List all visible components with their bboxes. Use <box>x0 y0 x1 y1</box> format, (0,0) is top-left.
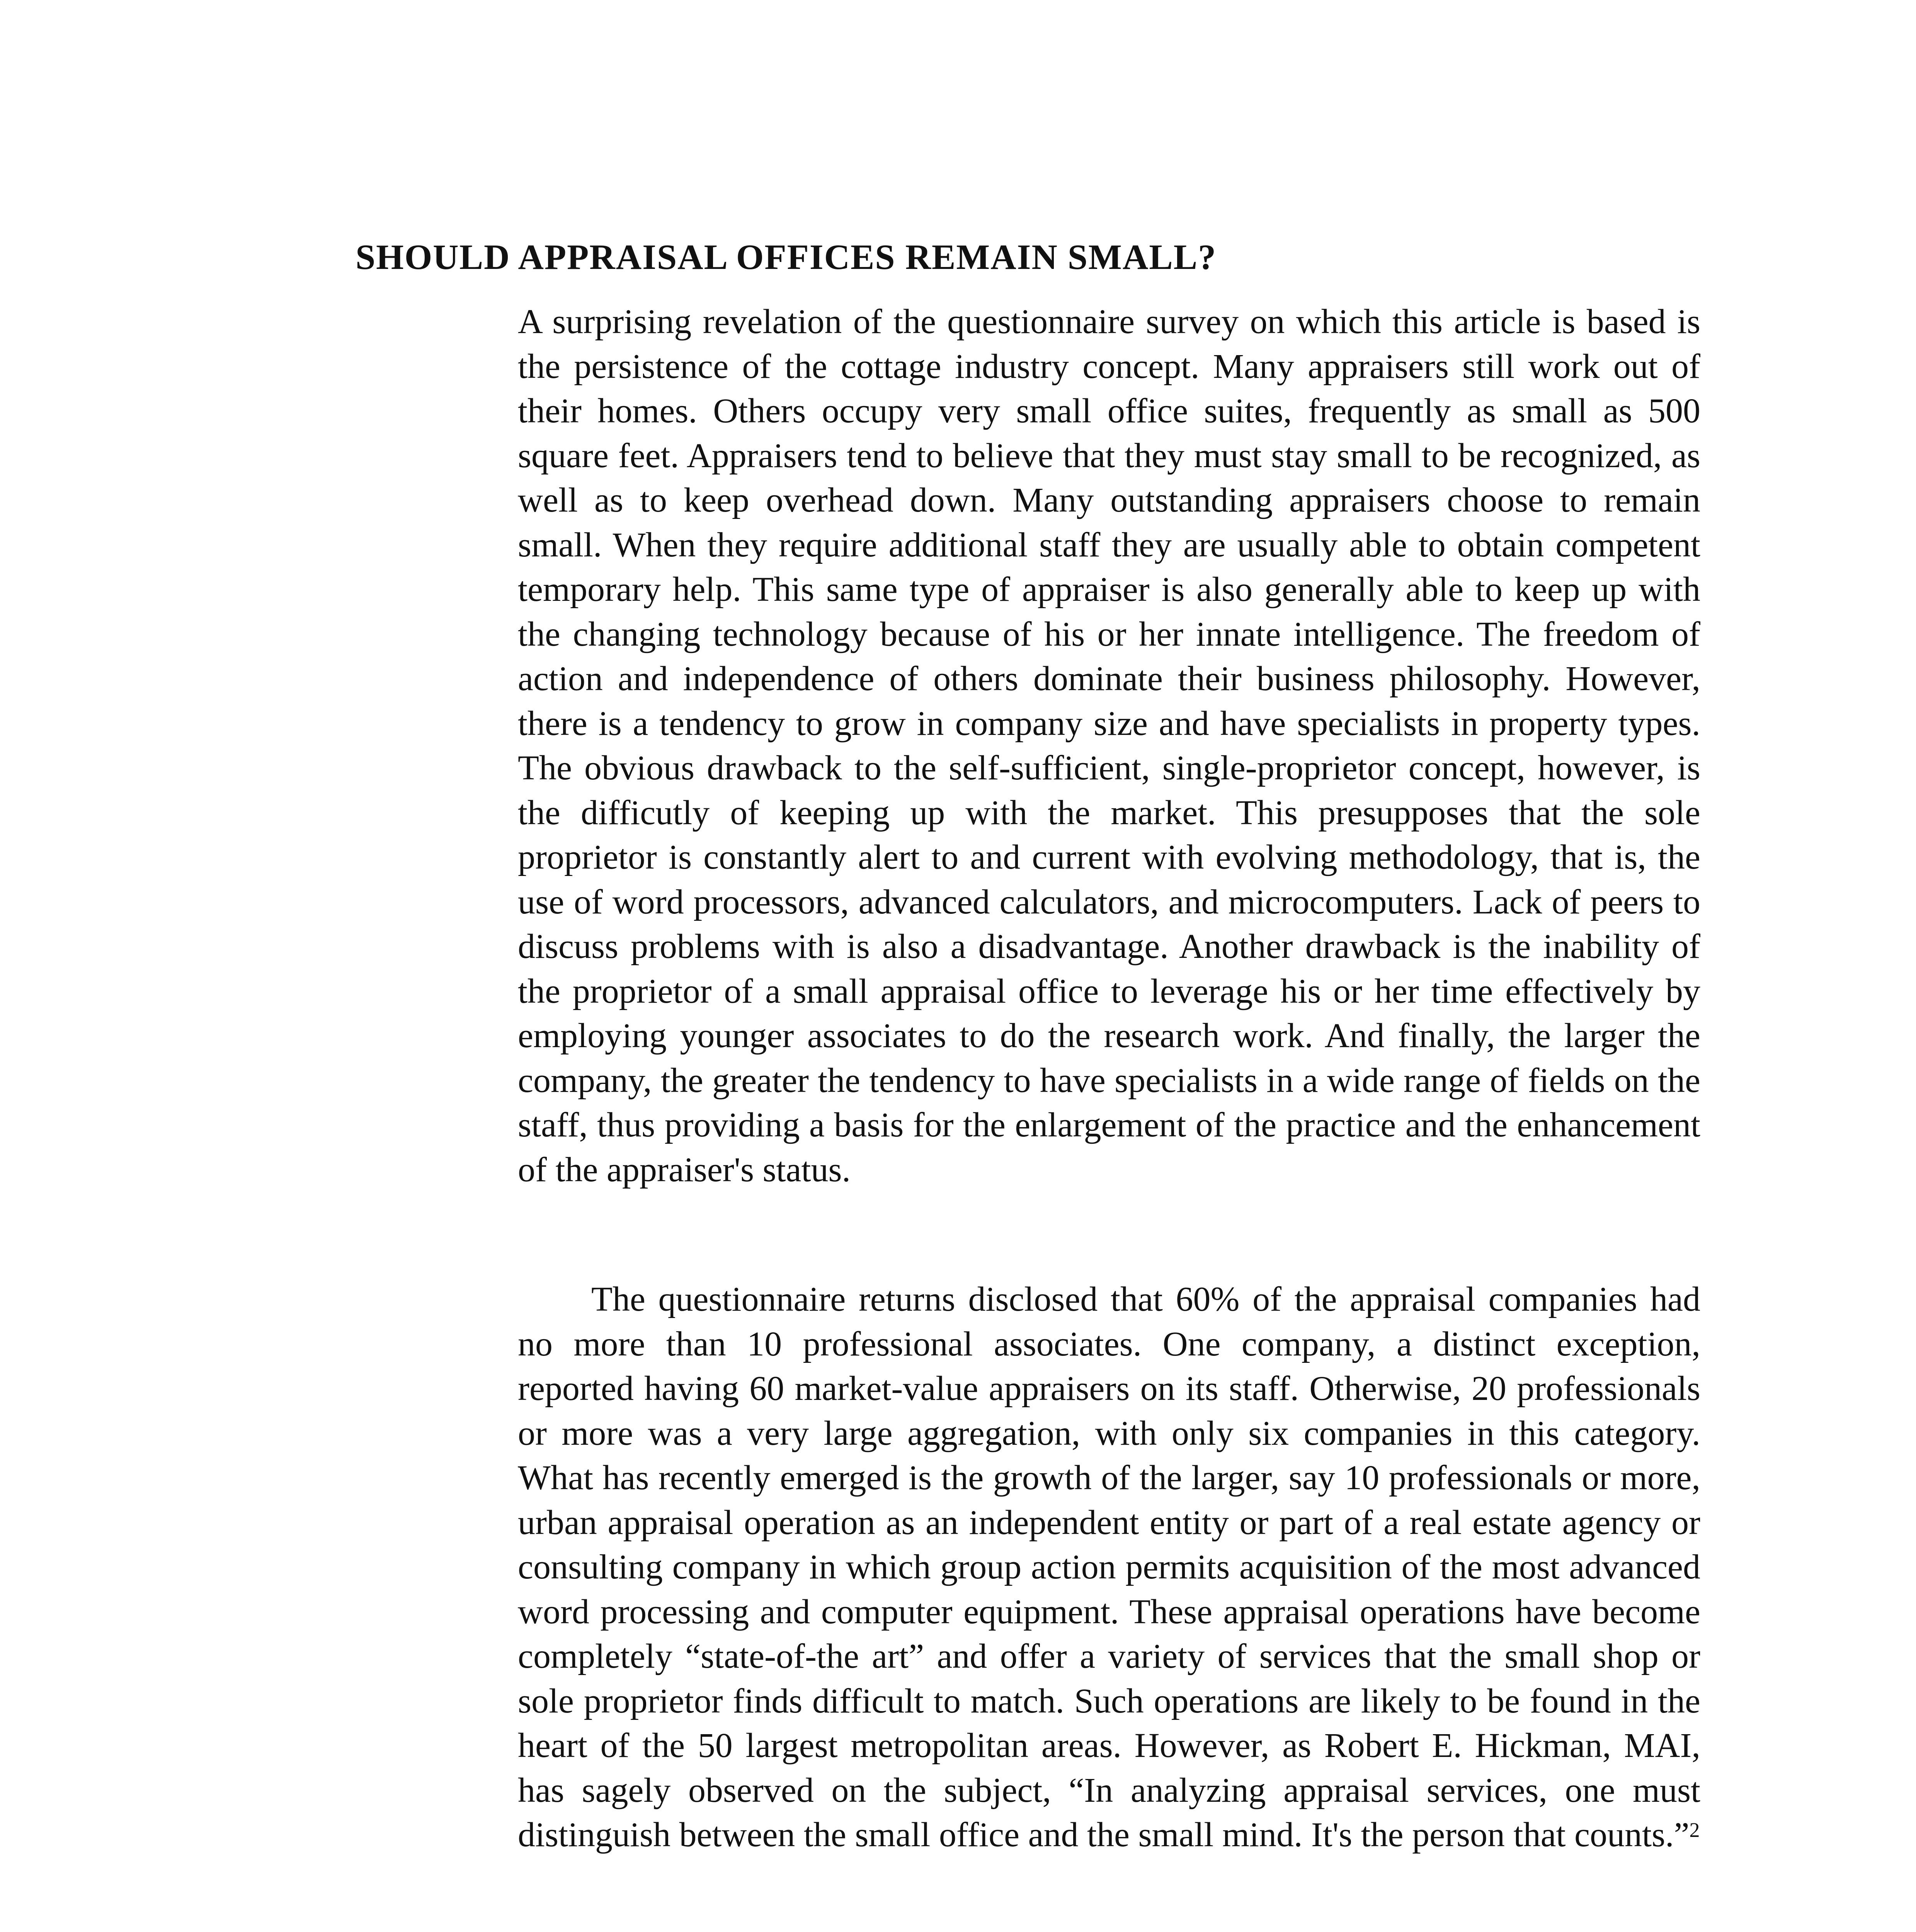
footnote-reference: 2 <box>1689 1818 1700 1842</box>
paragraph-questionnaire-text: The questionnaire returns disclosed that 60% of the appraisal companies had no more than 10 professional associates. One company, a distinct exception, reported having 60 market-value appraisers on its staff. Otherwise, 20 professionals or more was a very large aggregation, with only six companies in this category. What has recently emerged is the growth of the larger, say 10 professionals or more, urban appraisal operation as an independent entity or part of a real estate agency or consulting company in which group action permits acquisition of the most advanced word processing and computer equipment. These appraisal operations have become completely “state-of-the art” and offer a variety of services that the small shop or sole proprietor finds difficult to match. Such operations are likely to be found in the heart of the 50 largest metropolitan areas. However, as Robert E. Hickman, MAI, has sagely observed on the subject, “In analyzing appraisal services, one must distinguish between the small office and the small mind. It's the person that counts.” <box>518 1280 1700 1854</box>
paragraph-cottage-industry: A surprising revelation of the questionnaire survey on which this article is based is the persistence of the cottage industry concept. Many appraisers still work out of their homes. Others occupy very small office suites, frequently as small as 500 square feet. Appraisers tend to believe that they must stay small to be recognized, as well as to keep overhead down. Many outstanding appraisers choose to remain small. When they require additional staff they are usually able to obtain competent temporary help. This same type of appraiser is also generally able to keep up with the changing technology because of his or her innate intelligence. The freedom of action and independence of others dominate their business philosophy. However, there is a tendency to grow in company size and have specialists in property types. The obvious drawback to the self-sufficient, single-proprietor concept, however, is the difficutly of keeping up with the market. This presupposes that the sole proprietor is constantly alert to and current with evolving methodology, that is, the use of word processors, advanced calculators, and microcomputers. Lack of peers to discuss problems with is also a disadvantage. Another drawback is the inability of the proprietor of a small appraisal office to leverage his or her time effectively by employing younger associates to do the research work. And finally, the larger the company, the greater the tendency to have specialists in a wide range of fields on the staff, thus providing a basis for the enlargement of the practice and the enhancement of the appraiser's status. <box>518 303 1700 1189</box>
paragraph-questionnaire-returns <box>518 1277 1700 1857</box>
section-heading-offices-small: SHOULD APPRAISAL OFFICES REMAIN SMALL? <box>356 237 1217 277</box>
